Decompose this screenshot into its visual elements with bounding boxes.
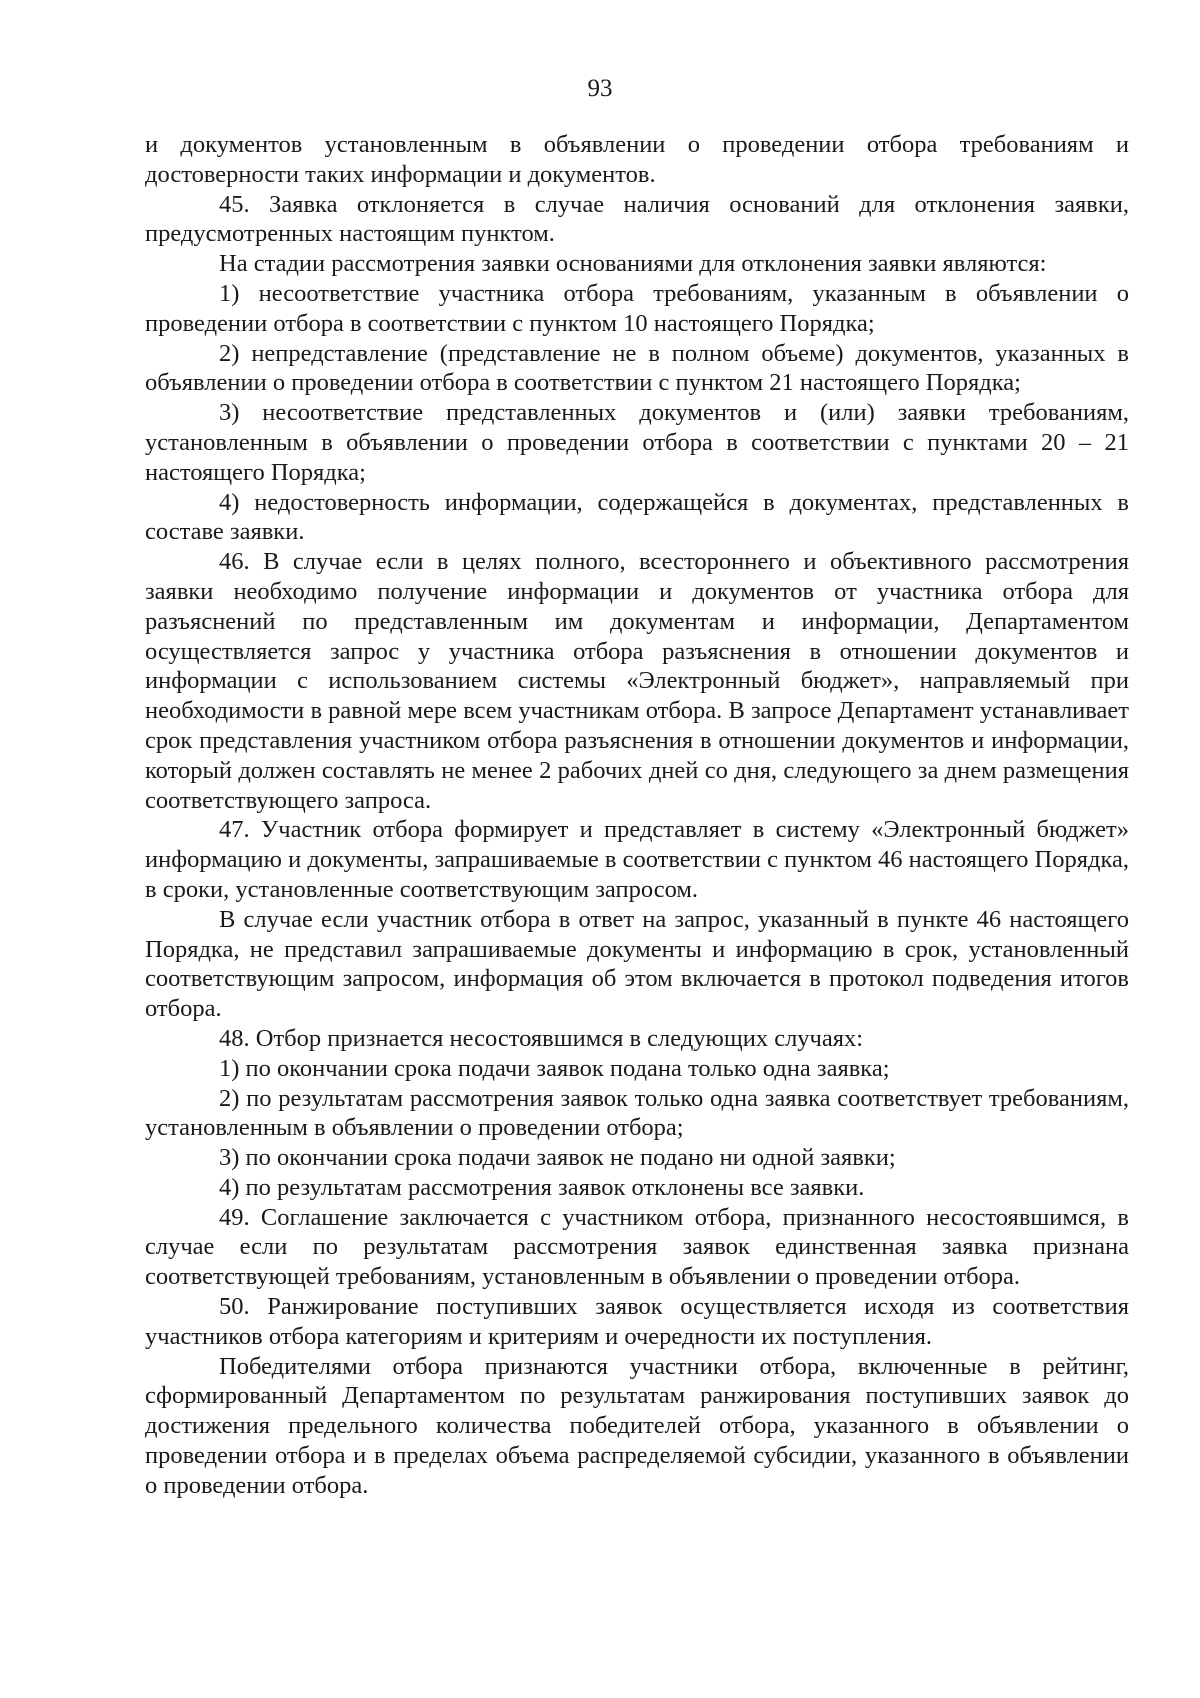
page-number: 93 [587, 75, 613, 102]
paragraph-item-46: 46. В случае если в целях полного, всестороннего и объективного рассмотрения заявки необходимо получение информации и документов от участника отбора для разъяснений по представленным им документам и информации, Департаментом осуществляется запрос у участника отбора разъяснения в отношении документов и информации с использованием системы «Электронный бюджет», направляемый при необходимости в равной мере всем участникам отбора. В запросе Департамент устанавливает срок представления участником отбора разъяснения в отношении документов и информации, который должен составлять не менее 2 рабочих дней со дня, следующего за днем размещения соответствующего запроса. [145, 548, 1129, 814]
list-item-45-4: 4) недостоверность информации, содержащейся в документах, представленных в составе заявки. [145, 488, 1129, 546]
list-item-45-2: 2) непредставление (представление не в полном объеме) документов, указанных в объявлении о проведении отбора в соответствии с пунктом 21 настоящего Порядка; [145, 339, 1129, 397]
paragraph-item-49: 49. Соглашение заключается с участником отбора, признанного несостоявшимся, в случае если по результатам рассмотрения заявок единственная заявка признана соответствующей требованиям, установленным в объявлении о проведении отбора. [145, 1203, 1129, 1291]
paragraph-item-47: 47. Участник отбора формирует и представляет в систему «Электронный бюджет» информацию и документы, запрашиваемые в соответствии с пунктом 46 настоящего Порядка, в сроки, установленные соответствующим запросом. [145, 816, 1129, 903]
paragraph-continuation: и документов установленным в объявлении о проведении отбора требованиям и достоверности таких информации и документов. [145, 131, 1129, 188]
list-item-48-4: 4) по результатам рассмотрения заявок отклонены все заявки. [219, 1173, 865, 1201]
list-item-48-2: 2) по результатам рассмотрения заявок только одна заявка соответствует требованиям, установленным в объявлении о проведении отбора; [145, 1084, 1129, 1142]
document-body [145, 130, 1129, 1501]
list-item-45-3: 3) несоответствие представленных документов и (или) заявки требованиям, установленным в объявлении о проведении отбора в соответствии с пунктами 20 – 21 настоящего Порядка; [145, 399, 1129, 486]
paragraph-item-50: 50. Ранжирование поступивших заявок осуществляется исходя из соответствия участников отбора категориям и критериям и очередности их поступления. [145, 1293, 1129, 1350]
paragraph-item-45: 45. Заявка отклоняется в случае наличия оснований для отклонения заявки, предусмотренных настоящим пунктом. [145, 190, 1129, 248]
paragraph-item-48: 48. Отбор признается несостоявшимся в следующих случаях: [219, 1024, 864, 1052]
list-item-48-1: 1) по окончании срока подачи заявок подана только одна заявка; [219, 1054, 890, 1082]
list-item-48-3: 3) по окончании срока подачи заявок не подано ни одной заявки; [219, 1144, 896, 1172]
paragraph-item-47-response: В случае если участник отбора в ответ на запрос, указанный в пункте 46 настоящего Порядка, не представил запрашиваемые документы и информацию в срок, установленный соответствующим запросом, информация об этом включается в протокол подведения итогов отбора. [145, 905, 1129, 1023]
paragraph-rejection-grounds-intro: На стадии рассмотрения заявки основаниями для отклонения заявки являются: [219, 250, 1047, 278]
paragraph-winners: Победителями отбора признаются участники отбора, включенные в рейтинг, сформированный Департаментом по результатам ранжирования поступивших заявок до достижения предельного количества победителей отбора, указанного в объявлении о проведении отбора и в пределах объема распределяемой субсидии, указанного в объявлении о проведении отбора. [145, 1352, 1129, 1499]
list-item-45-1: 1) несоответствие участника отбора требованиям, указанным в объявлении о проведении отбора в соответствии с пунктом 10 настоящего Порядка; [145, 279, 1129, 337]
